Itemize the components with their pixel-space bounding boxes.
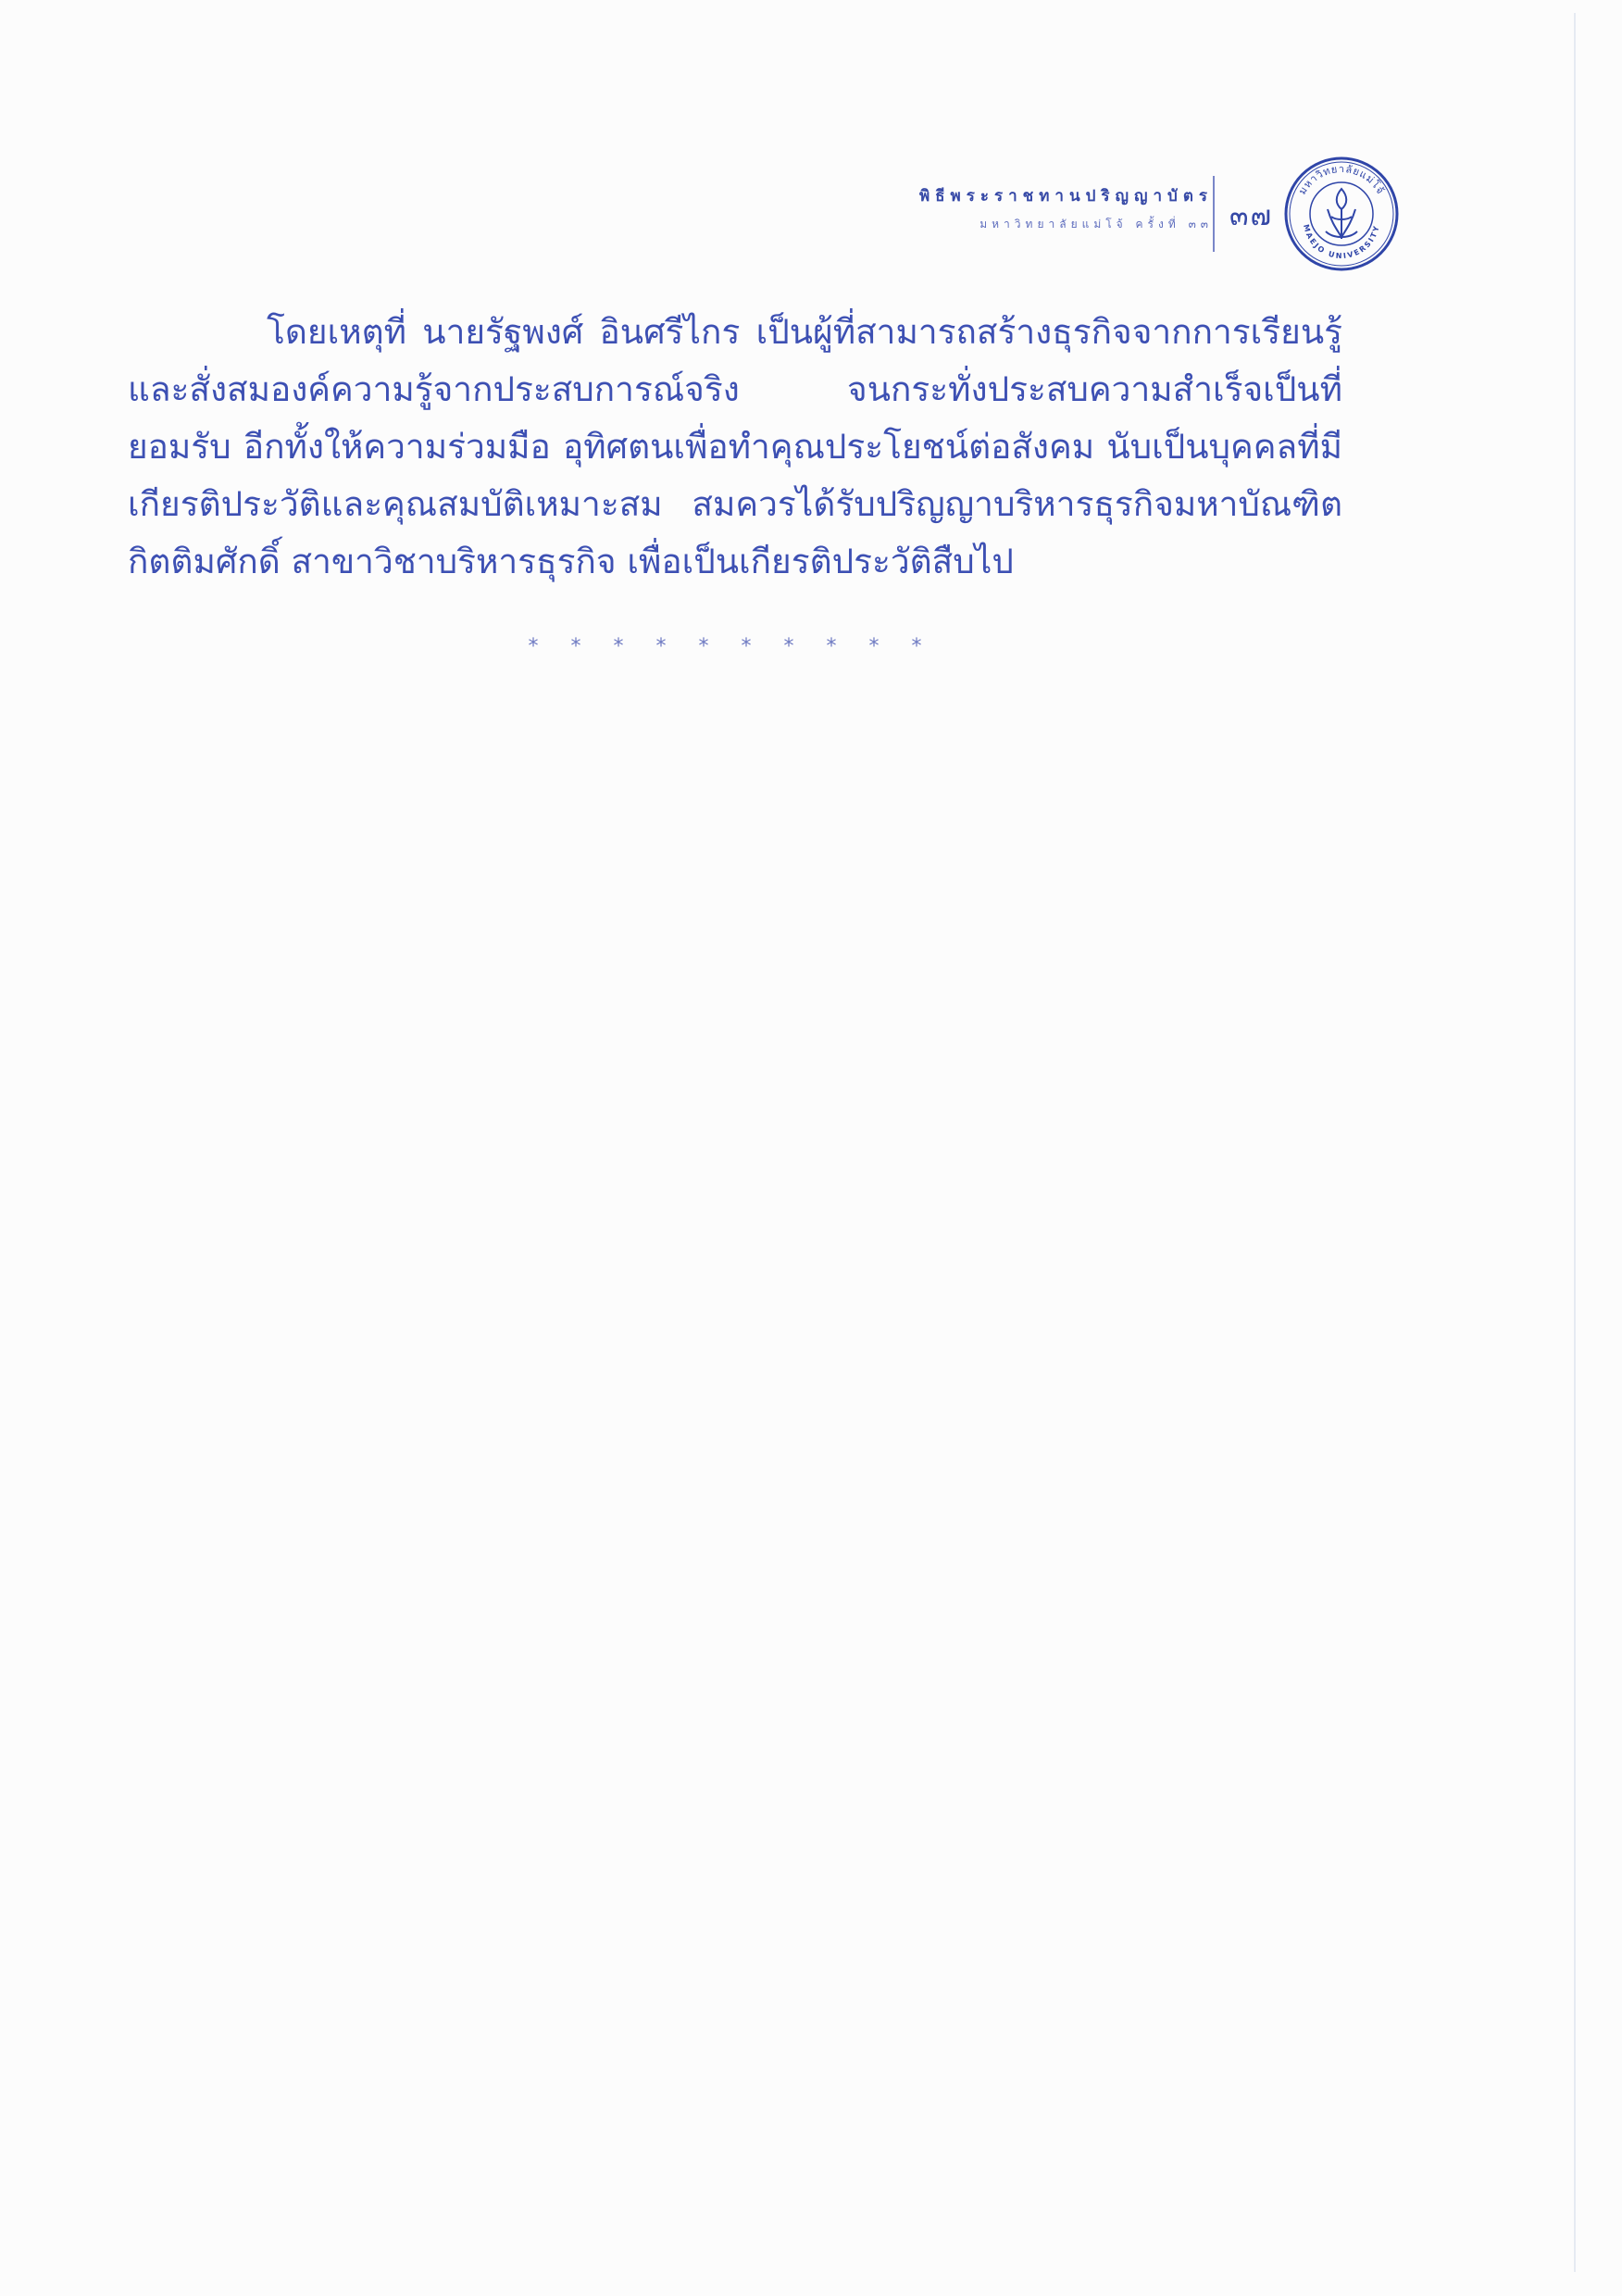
header-divider	[1213, 176, 1215, 252]
ceremony-title: พิธีพระราชทานปริญญาบัตร	[918, 187, 1213, 206]
asterisk-separator: * * * * * * * * * *	[528, 635, 935, 658]
university-seal-icon	[1283, 156, 1400, 272]
page-number: ๓๗	[1229, 200, 1274, 232]
seal-top-text: มหาวิทยาลัยแม่โจ้	[1296, 162, 1388, 197]
header-titles	[750, 183, 1213, 233]
seal-emblem-icon	[1326, 189, 1357, 239]
citation-paragraph: โดยเหตุที่ นายรัฐพงศ์ อินศรีไกร เป็นผู้ที่สามารถสร้างธุรกิจจากการเรียนรู้และสั่งสมองค์ความรู้จากประสบการณ์จริง จนกระทั่งประสบความสำเร็จเป็นที่ยอมรับ อีกทั้งให้ความร่วมมือ อุทิศตนเพื่อทำคุณประโยชน์ต่อสังคม นับเป็นบุคคลที่มีเกียรติประวัติและคุณสมบัติเหมาะสม สมควรได้รับปริญญาบริหารธุรกิจมหาบัณฑิตกิตติมศักดิ์ สาขาวิชาบริหารธุรกิจ เพื่อเป็นเกียรติประวัติสืบไป	[128, 312, 1342, 581]
page-header	[805, 156, 1398, 271]
seal-bottom-text: MAEJO UNIVERSITY	[1302, 223, 1381, 261]
ceremony-subtitle: มหาวิทยาลัยแม่โจ้ ครั้งที่ ๓๓	[979, 218, 1213, 231]
scan-edge-line	[1574, 13, 1576, 2272]
